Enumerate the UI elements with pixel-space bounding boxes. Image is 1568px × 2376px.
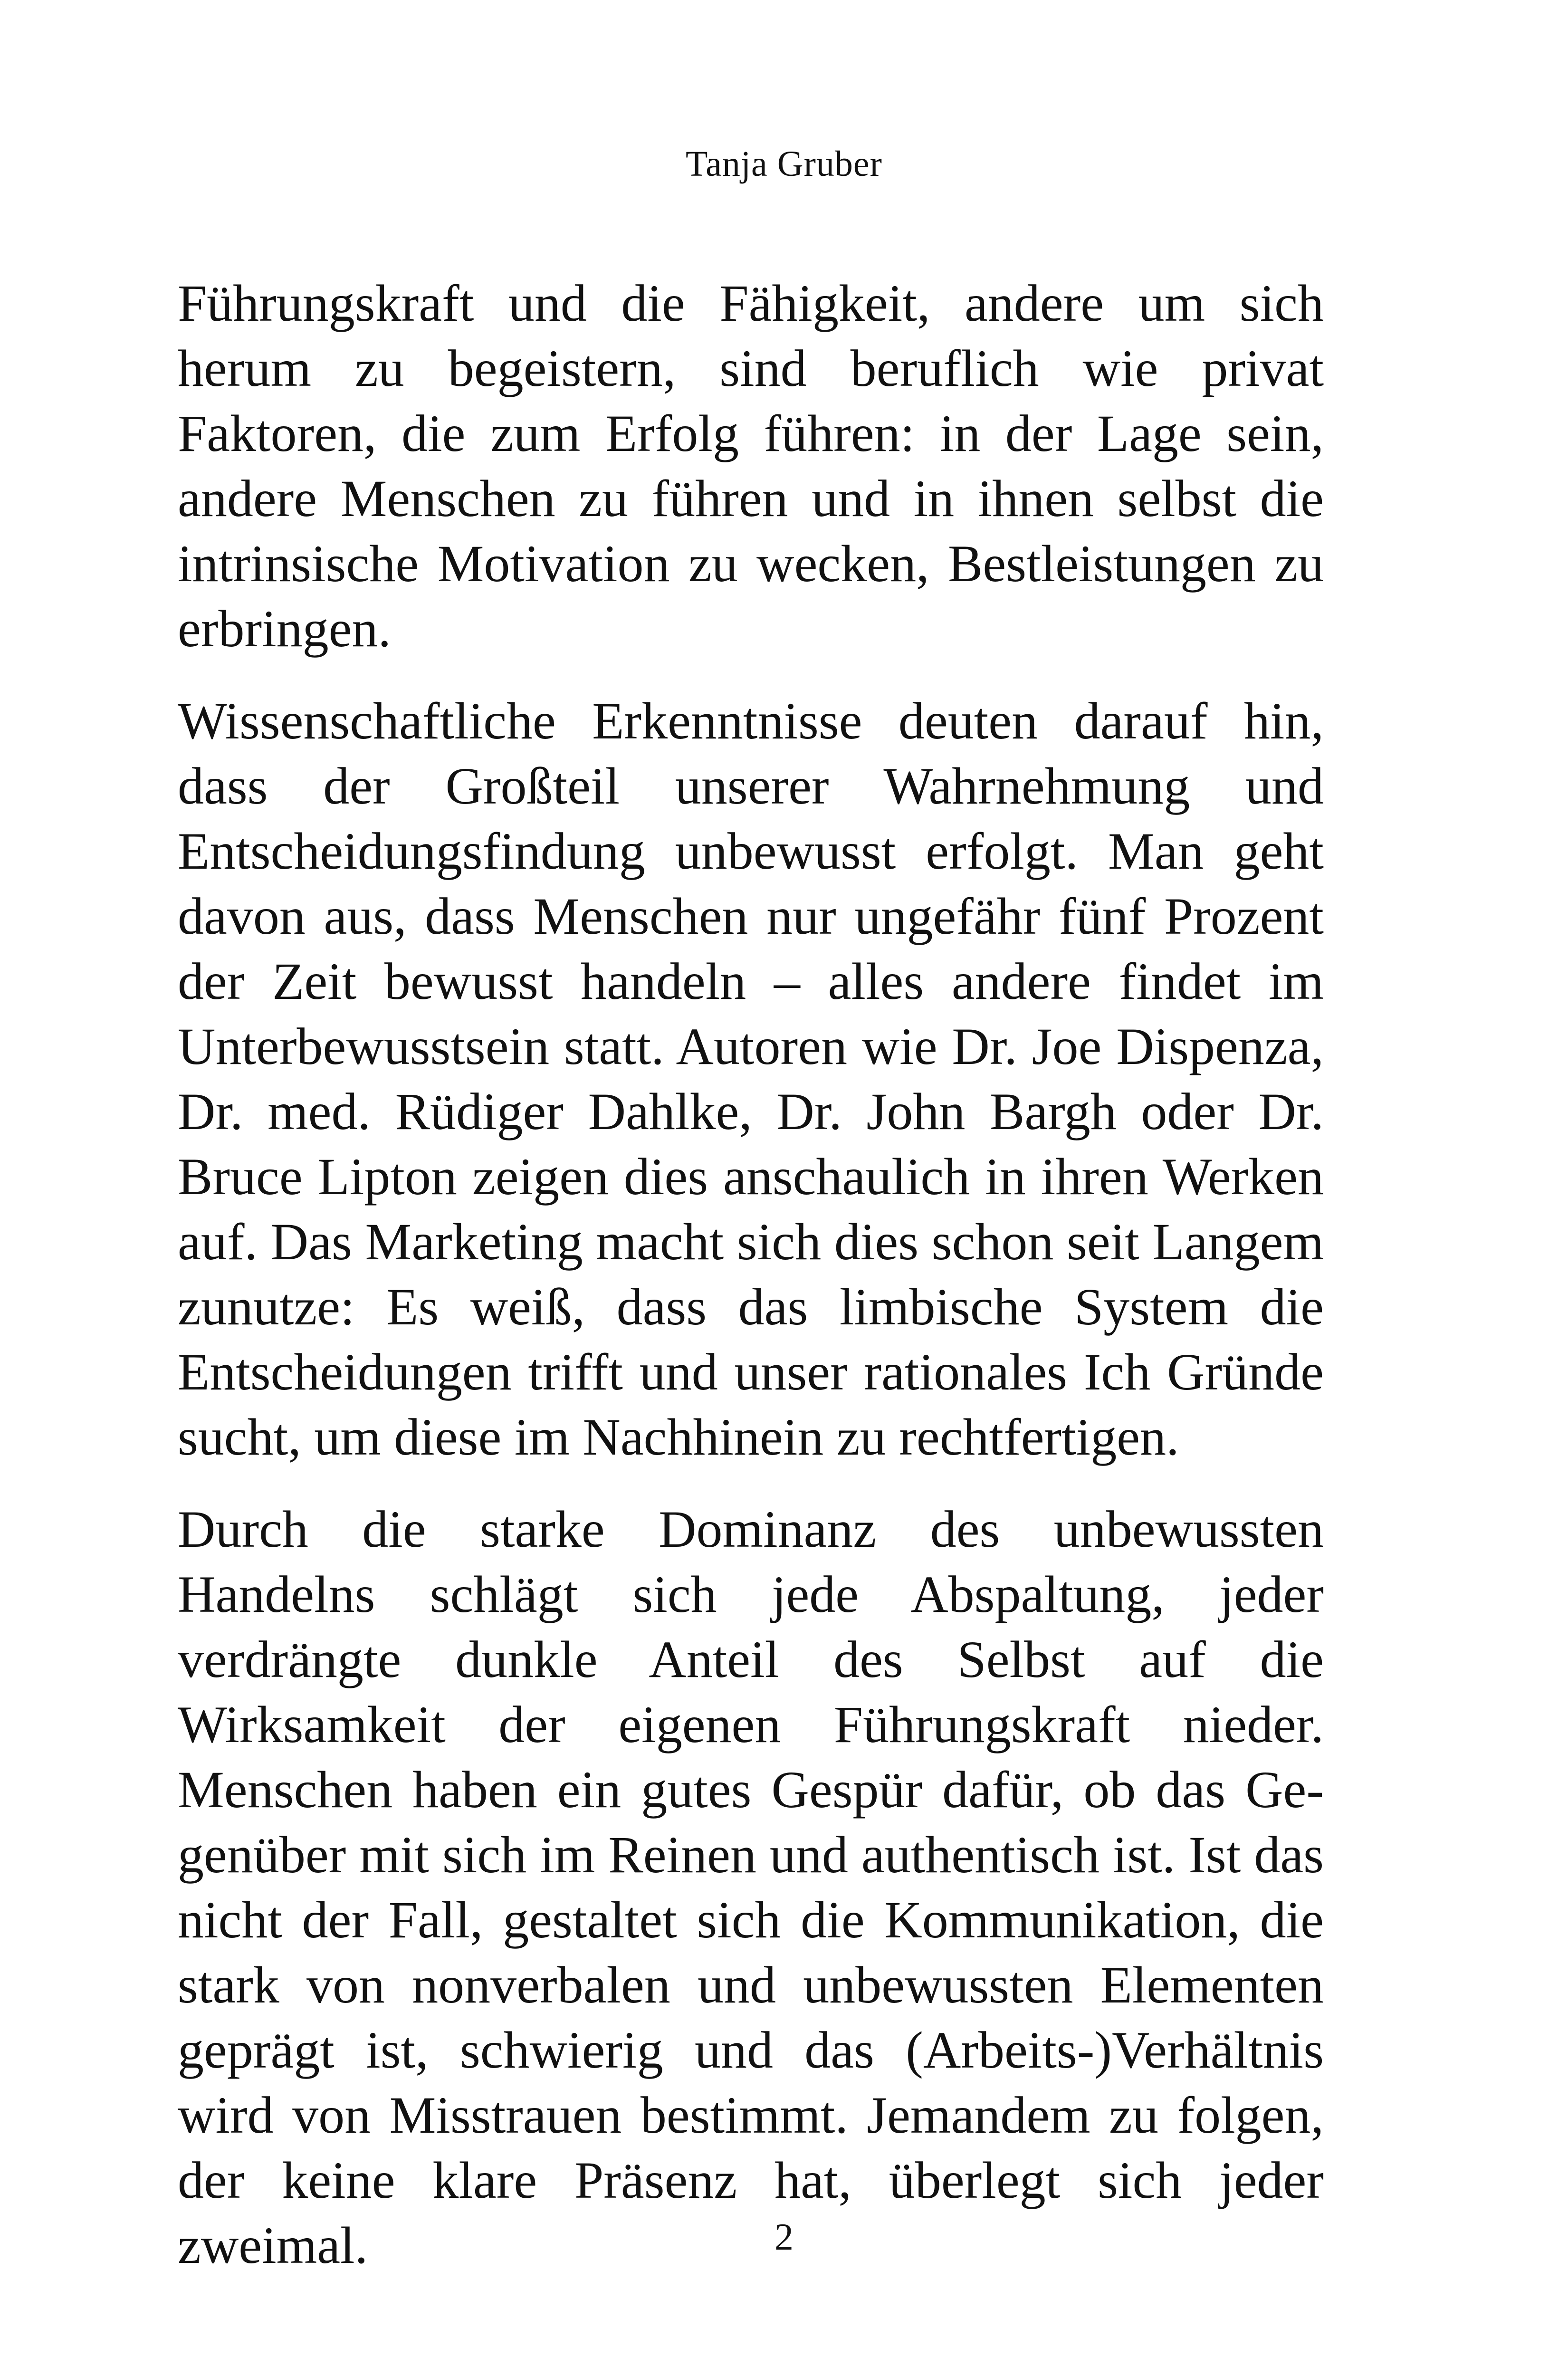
paragraph-3: Durch die starke Dominanz des unbewussten Handelns schlägt sich jede Abspaltung, jeder verdrängte dunkle Anteil des Selbst auf die Wirksamkeit der eigenen Führungskraft nieder. Menschen haben ein gutes Gespür dafür, ob das Gegenüber mit sich im Reinen und authentisch ist. Ist das nicht der Fall, gestaltet sich die Kommunikation, die stark von nonverbalen und unbewussten Elementen geprägt ist, schwierig und das (Arbeits-)Verhältnis wird von Misstrauen bestimmt. Jemandem zu folgen, der keine klare Präsenz hat, überlegt sich jeder zweimal. xyxy=(178,1500,1324,2274)
page-number: 2 xyxy=(774,2216,794,2258)
running-header: Tanja Gruber xyxy=(686,144,882,184)
paragraph-1: Führungskraft und die Fähigkeit, andere um sich herum zu begeistern, sind beruflich wie privat Faktoren, die zum Erfolg führen: in der Lage sein, andere Menschen zu führen und in ihnen selbst die intrinsische Motivation zu wecken, Bestleistungen zu erbringen. xyxy=(178,274,1324,658)
body-text xyxy=(178,271,1324,2305)
paragraph-2: Wissenschaftliche Erkenntnisse deuten darauf hin, dass der Großteil unserer Wahrnehmung und Entscheidungsfindung unbewusst erfolgt. Man geht davon aus, dass Menschen nur ungefähr fünf Prozent der Zeit bewusst handeln – alles andere findet im Unterbewusstsein statt. Autoren wie Dr. Joe Dispenza, Dr. med. Rüdiger Dahlke, Dr. John Bargh oder Dr. Bruce Lipton zeigen dies anschaulich in ihren Werken auf. Das Marketing macht sich dies schon seit Langem zunutze: Es weiß, dass das limbische System die Entscheidungen trifft und unser rationales Ich Gründe sucht, um diese im Nachhinein zu rechtfertigen. xyxy=(178,692,1324,1466)
